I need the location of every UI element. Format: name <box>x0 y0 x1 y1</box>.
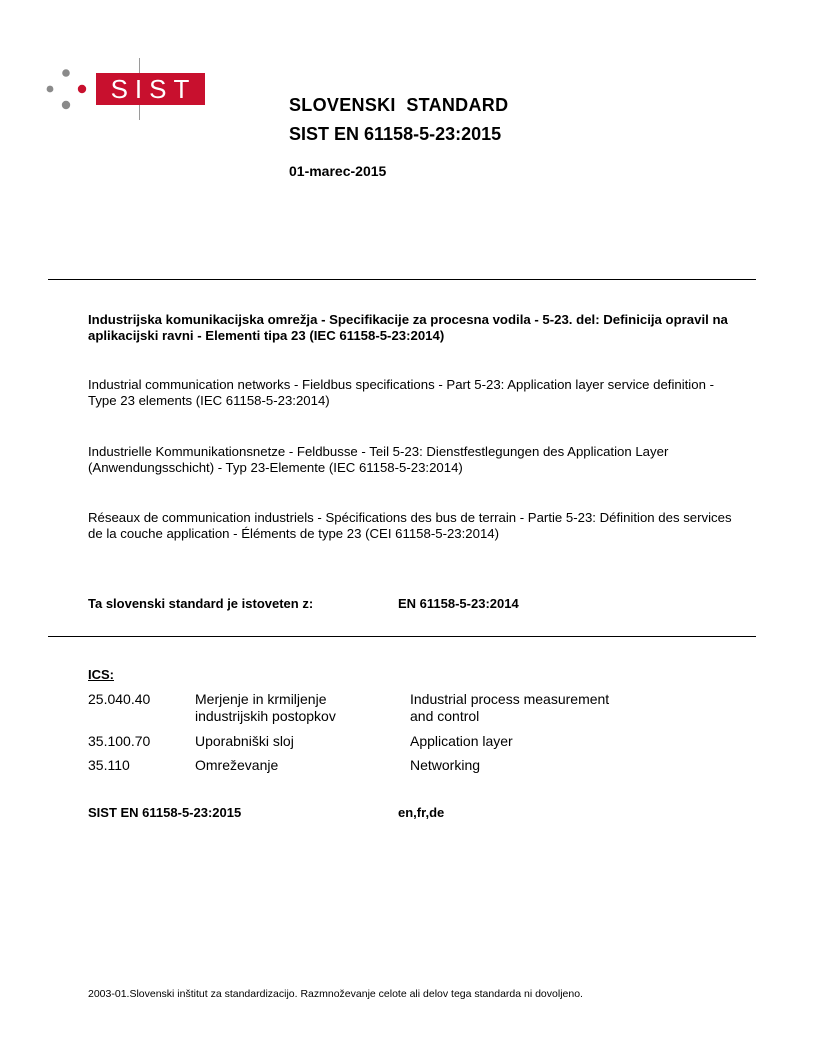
title-slovenian: Industrijska komunikacijska omrežja - Specifikacije za procesna vodila - 5-23. del: Definicija opravil na aplikacijski ravni - Elementi tipa 23 (IEC 61158-5-23:2014) <box>88 312 728 343</box>
title-german: Industrielle Kommunikationsnetze - Feldbusse - Teil 5-23: Dienstfestlegungen des Application Layer (Anwendungsschicht) - Typ 23-Elemente (IEC 61158-5-23:2014) <box>88 444 669 475</box>
ics-code: 25.040.40 <box>88 691 151 707</box>
sist-logo-dots <box>46 68 90 112</box>
identical-label: Ta slovenski standard je istoveten z: <box>88 596 314 611</box>
ics-description-sl: Uporabniški sloj <box>195 733 294 749</box>
ics-heading: ICS: <box>88 667 114 682</box>
bottom-divider <box>48 636 756 637</box>
title-english: Industrial communication networks - Fieldbus specifications - Part 5-23: Application layer service definition - Type 23 elements (IEC 61158-5-23:2014) <box>88 377 714 408</box>
ics-description-sl: Merjenje in krmiljenje industrijskih postopkov <box>195 691 336 724</box>
ics-description-en: Application layer <box>410 733 513 749</box>
sist-logo: SIST <box>96 73 205 105</box>
footer-languages: en,fr,de <box>398 805 445 820</box>
footer-standard-code: SIST EN 61158-5-23:2015 <box>88 805 242 820</box>
title-french: Réseaux de communication industriels - Spécifications des bus de terrain - Partie 5-23: Définition des services de la couche application - Éléments de type 23 (CEI 61158-5-23:2014) <box>88 510 732 541</box>
standard-kind: SLOVENSKI STANDARD <box>289 95 509 115</box>
ics-description-sl: Omreževanje <box>195 757 279 773</box>
standard-code: SIST EN 61158-5-23:2015 <box>289 124 502 144</box>
standard-date: 01-marec-2015 <box>289 163 387 179</box>
ics-description-en: Networking <box>410 757 481 773</box>
copyright-notice: 2003-01.Slovenski inštitut za standardizacijo. Razmnoževanje celote ali delov tega standarda ni dovoljeno. <box>88 988 583 1000</box>
identical-value: EN 61158-5-23:2014 <box>398 596 519 611</box>
ics-code: 35.110 <box>88 757 130 773</box>
ics-description-en: Industrial process measurement and control <box>410 691 610 724</box>
top-divider <box>48 279 756 280</box>
ics-code: 35.100.70 <box>88 733 151 749</box>
